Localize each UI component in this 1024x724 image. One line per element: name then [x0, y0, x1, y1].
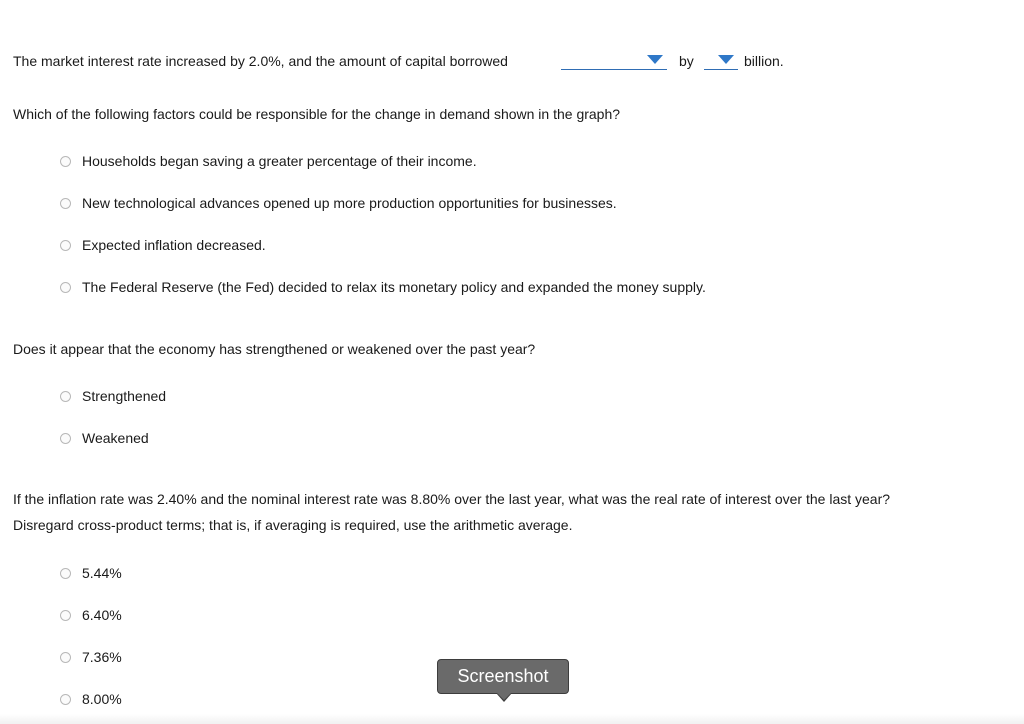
screenshot-tooltip-label: Screenshot: [457, 666, 549, 686]
radio-button[interactable]: [60, 198, 71, 209]
q1-sentence-start: The market interest rate increased by 2.0%, and the amount of capital borrowed: [13, 53, 508, 69]
radio-button[interactable]: [60, 391, 71, 402]
q3-option-weakened[interactable]: [60, 428, 149, 448]
radio-button[interactable]: [60, 240, 71, 251]
q4-option-1[interactable]: [60, 563, 122, 583]
q4-option-label: 5.44%: [82, 565, 122, 581]
amount-change-dropdown[interactable]: [561, 51, 667, 70]
radio-button[interactable]: [60, 433, 71, 444]
chevron-down-icon: [718, 55, 734, 64]
chevron-down-icon: [647, 55, 663, 64]
radio-button[interactable]: [60, 156, 71, 167]
amount-value-dropdown[interactable]: [704, 51, 738, 70]
q4-option-label: 6.40%: [82, 607, 122, 623]
q2-prompt: Which of the following factors could be responsible for the change in demand shown in the graph?: [13, 106, 621, 122]
radio-button[interactable]: [60, 568, 71, 579]
radio-button[interactable]: [60, 610, 71, 621]
radio-button[interactable]: [60, 282, 71, 293]
q2-option-4[interactable]: [60, 277, 706, 297]
q2-option-3[interactable]: [60, 235, 266, 255]
q2-option-2[interactable]: [60, 193, 617, 213]
q3-option-label: Strengthened: [82, 388, 167, 404]
bottom-edge-shadow: [0, 714, 1024, 724]
q2-option-label: Households began saving a greater percentage of their income.: [82, 153, 477, 169]
radio-button[interactable]: [60, 694, 71, 705]
q2-option-label: Expected inflation decreased.: [82, 237, 266, 253]
tooltip-pointer-inner: [497, 693, 511, 700]
q4-option-label: 8.00%: [82, 691, 122, 707]
q3-prompt: Does it appear that the economy has strengthened or weakened over the past year?: [13, 341, 536, 357]
q1-connector: by: [679, 53, 694, 69]
q4-option-2[interactable]: [60, 605, 122, 625]
q2-option-1[interactable]: [60, 151, 477, 171]
q2-option-label: New technological advances opened up more production opportunities for businesses.: [82, 195, 617, 211]
screenshot-tooltip[interactable]: [437, 659, 569, 694]
q4-prompt-line1: If the inflation rate was 2.40% and the nominal interest rate was 8.80% over the last year, what was the real rate of interest over the last year?: [13, 491, 891, 507]
q3-option-strengthened[interactable]: [60, 386, 166, 406]
q3-option-label: Weakened: [82, 430, 149, 446]
q4-option-3[interactable]: [60, 647, 122, 667]
q1-sentence-end: billion.: [744, 53, 784, 69]
radio-button[interactable]: [60, 652, 71, 663]
q2-option-label: The Federal Reserve (the Fed) decided to relax its monetary policy and expanded the money supply.: [82, 279, 706, 295]
q4-prompt-line2: Disregard cross-product terms; that is, if averaging is required, use the arithmetic average.: [13, 517, 573, 533]
q4-option-4[interactable]: [60, 689, 122, 709]
q4-option-label: 7.36%: [82, 649, 122, 665]
